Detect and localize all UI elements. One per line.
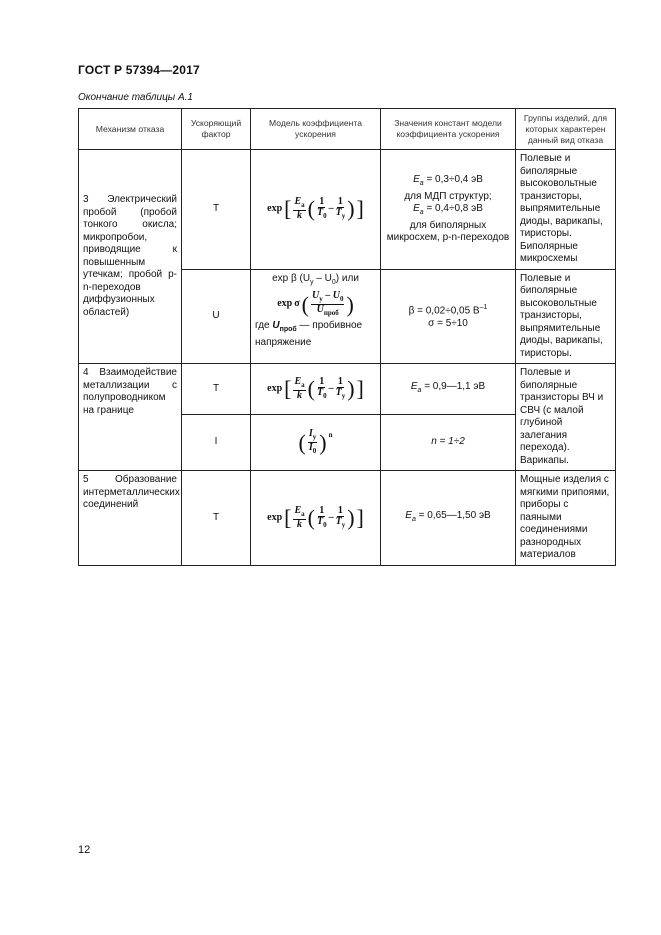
table-row — [79, 364, 616, 415]
col-header-groups: Группы изделий, для которых характерен данный вид отказа — [516, 109, 616, 150]
constants-cell: n = 1÷2 — [381, 415, 516, 471]
groups-cell: Мощные изделия с мягкими припоями, приборы с паяными соединениями разнородных материалов — [516, 471, 616, 566]
factor-cell: U — [182, 269, 251, 364]
factor-cell: T — [182, 150, 251, 270]
col-header-model: Модель коэффициента ускорения — [251, 109, 381, 150]
factor-cell: I — [182, 415, 251, 471]
constants-cell: β = 0,02÷0,05 $В^{-1}$ σ = 5÷10 — [381, 269, 516, 364]
mechanism-cell: 4 Взаимодействие металлизации с полупроводником на границе — [79, 364, 182, 471]
current-formula: ( $I_у$ $I_0$ ) $^n$ — [298, 428, 333, 456]
table-row — [79, 471, 616, 566]
factor-cell: T — [182, 364, 251, 415]
groups-cell: Полевые и биполярные высоковольтные транзисторы, выпрямительные диоды, варикапы, тиристоры. Биполярные микросхемы — [516, 150, 616, 270]
table-row — [79, 150, 616, 270]
constants-cell: $E_a = 0,3\div 0,4$ эВ для МДП структур; $E_a = 0,4\div 0,8$ эВ для биполярных микросхем, p-n-переходов — [381, 150, 516, 270]
groups-cell: Полевые и биполярные высоковольтные транзисторы, выпрямительные диоды, варикапы, тиристоры. — [516, 269, 616, 364]
factor-cell: T — [182, 471, 251, 566]
arrhenius-formula: exp [ $E_a$ k ( 1 $T_0$ – 1 $T_у$ ) ] — [267, 376, 364, 402]
model-cell: exp β $(U_у - U_0)$ или exp σ ( $U_у - U_0$ $U_{проб}$ ) где $U_{проб}$ — пробивное напряжение — [251, 269, 381, 364]
model-cell — [251, 150, 381, 270]
page-number: 12 — [78, 844, 91, 856]
arrhenius-formula: exp [ $E_a$ k ( 1 $T_0$ – 1 $T_у$ ) ] — [267, 504, 364, 530]
failure-table — [78, 108, 616, 566]
doc-title: ГОСТ Р 57394—2017 — [78, 63, 200, 77]
constants-cell: $E_a$ = 0,65—1,50 эВ — [381, 471, 516, 566]
col-header-factor: Ускоряющий фактор — [182, 109, 251, 150]
model-cell — [251, 364, 381, 415]
table-caption: Окончание таблицы А.1 — [78, 92, 193, 103]
mechanism-cell: 5 Образование интерметаллических соединений — [79, 471, 182, 566]
col-header-mechanism: Механизм отказа — [79, 109, 182, 150]
model-cell — [251, 415, 381, 471]
voltage-formula: exp σ ( $U_у - U_0$ $U_{проб}$ ) — [277, 290, 354, 317]
col-header-constants: Значения констант модели коэффициента ускорения — [381, 109, 516, 150]
groups-cell: Полевые и биполярные транзисторы ВЧ и СВЧ (с малой глубиной залегания перехода). Варикапы. — [516, 364, 616, 471]
constants-cell: $E_a$ = 0,9—1,1 эВ — [381, 364, 516, 415]
mechanism-cell: 3 Электрический пробой (пробой тонкого окисла; микропробои, приводящие к повышенным утечкам; пробой p-n-переходов диффузионных областей) — [79, 150, 182, 364]
model-cell — [251, 471, 381, 566]
arrhenius-formula: exp [ $E_a$ k ( 1 $T_0$ – 1 $T_у$ ) ] — [267, 196, 364, 222]
table-header-row — [79, 109, 616, 150]
